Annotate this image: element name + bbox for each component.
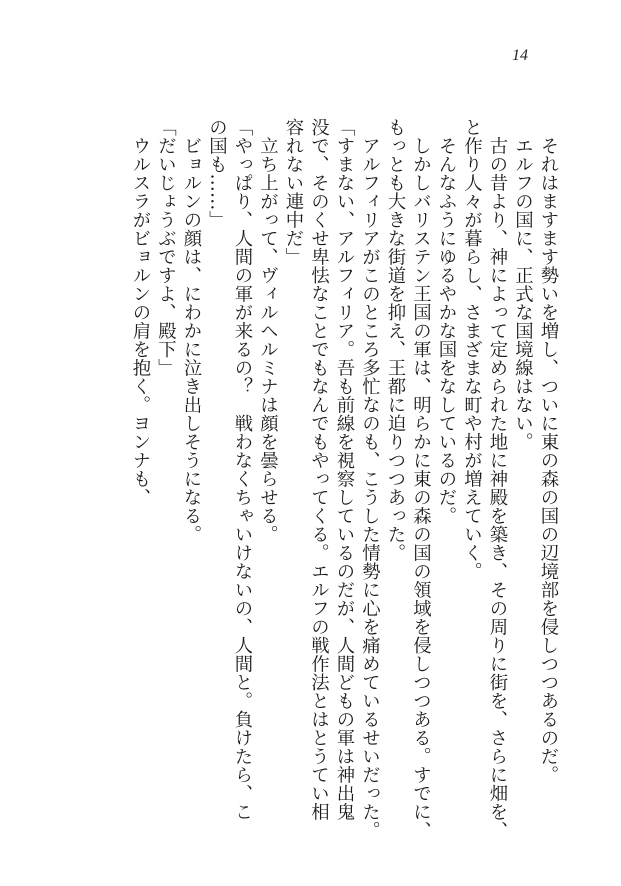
text-line: エルフの国に、正式な国境線はない。: [512, 118, 534, 451]
text-line: と作り人々が暮らし、さまざまな町や村が増えていく。: [461, 118, 483, 581]
text-line: 「だいじょうぶですよ、殿下」: [155, 118, 177, 377]
text-line: アルフィリアがこのところ多忙なのも、こうした情勢に心を痛めているせいだった。: [359, 118, 381, 840]
text-line: 古の昔より、神によって定められた地に神殿を築き、その周りに街を、さらに畑を、: [487, 118, 508, 840]
text-line: 没で、そのくせ卑怯なことでもなんでもやってくる。エルフの戦作法とはとうてい相: [308, 118, 330, 821]
text-line: しかしバリステン王国の軍は、明らかに東の森の国の領域を侵しつつある。すでに、: [410, 118, 432, 840]
text-line: 容れない連中だ」: [283, 118, 304, 266]
text-line: そんなふうにゆるやかな国をなしているのだ。: [436, 118, 457, 525]
text-line: ウルスラがビョルンの肩を抱く。ヨンナも、: [130, 118, 151, 507]
page-number: 14: [512, 47, 528, 64]
text-line: ビョルンの顔は、にわかに泣き出しそうになる。: [181, 118, 202, 544]
text-line: 「すまない、アルフィリア。吾も前線を視察しているのだが、人間どもの軍は神出鬼: [334, 118, 355, 821]
text-line: 立ち上がって、ヴィルヘルミナは顔を曇らせる。: [257, 118, 279, 544]
body-text: [128, 118, 562, 840]
text-line: 「やっぱり、人間の軍が来るの？ 戦わなくちゃいけないの、人間と。負けたら、こ: [232, 118, 253, 821]
text-line: それはますます勢いを増し、ついに東の森の国の辺境部を侵しつつあるのだ。: [538, 118, 559, 784]
text-line: もっとも大きな街道を抑え、王都に迫りつつあった。: [385, 118, 406, 562]
text-line: の国も……」: [206, 118, 228, 229]
